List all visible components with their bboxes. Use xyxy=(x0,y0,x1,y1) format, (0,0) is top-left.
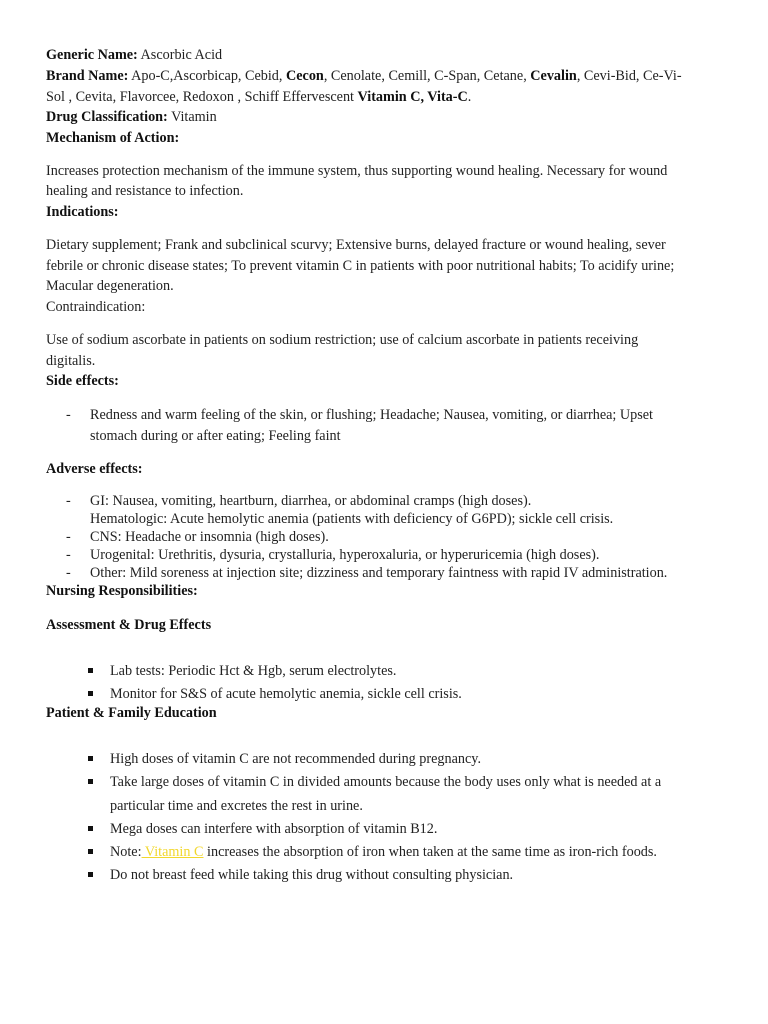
generic-name-line xyxy=(46,45,726,66)
square-bullet-icon xyxy=(88,779,93,784)
square-bullet-icon xyxy=(88,668,93,673)
side-effects-item xyxy=(66,405,718,447)
note-suffix: increases the absorption of iron when taken at the same time as iron-rich foods. xyxy=(203,844,657,860)
dash-bullet-icon: - xyxy=(66,407,71,423)
brand-name-text: , Cenolate, Cemill, C-Span, Cetane, xyxy=(323,68,531,84)
dash-bullet-icon: - xyxy=(66,565,71,581)
side-effects-text: Redness and warm feeling of the skin, or flushing; Headache; Nausea, vomiting, or diarrhea; Upset xyxy=(90,407,654,423)
adverse-effects-text: GI: Nausea, vomiting, heartburn, diarrhea, or abdominal cramps (high doses). xyxy=(90,493,532,509)
indications-heading: Indications: xyxy=(46,204,119,220)
assessment-heading: Assessment & Drug Effects xyxy=(46,617,212,633)
dash-bullet-icon: - xyxy=(66,529,71,545)
nursing-heading: Nursing Responsibilities: xyxy=(46,583,198,599)
brand-name-text: Apo-C,Ascorbicap, Cebid, xyxy=(128,68,286,84)
mechanism-heading: Mechanism of Action: xyxy=(46,130,180,146)
brand-name-text: Sol , Cevita, Flavorcee, Redoxon , Schiff Effervescent xyxy=(46,89,358,105)
indications-text: Macular degeneration. xyxy=(46,278,174,294)
brand-name-text: , Cevi-Bid, Ce-Vi- xyxy=(576,68,682,84)
education-text: Take large doses of vitamin C in divided amounts because the body uses only what is needed at a xyxy=(110,774,662,790)
brand-name-text: . xyxy=(467,89,472,105)
adverse-effects-heading: Adverse effects: xyxy=(46,461,143,477)
drug-classification-label: Drug Classification: xyxy=(46,109,168,125)
brand-name-bold: Vitamin C, Vita-C xyxy=(357,89,468,105)
side-effects-text: stomach during or after eating; Feeling faint xyxy=(90,428,341,444)
brand-name-line xyxy=(46,66,726,87)
mechanism-text: healing and resistance to infection. xyxy=(46,183,244,199)
education-text: particular time and excretes the rest in urine. xyxy=(110,798,363,814)
square-bullet-icon xyxy=(88,826,93,831)
drug-classification-value: Vitamin xyxy=(167,109,217,125)
generic-name-label: Generic Name: xyxy=(46,47,138,63)
education-text: Do not breast feed while taking this drug without consulting physician. xyxy=(110,867,514,883)
dash-bullet-icon: - xyxy=(66,547,71,563)
assessment-text: Monitor for S&S of acute hemolytic anemia, sickle cell crisis. xyxy=(110,686,462,702)
adverse-effects-text: Other: Mild soreness at injection site; dizziness and temporary faintness with rapid IV administration. xyxy=(90,565,668,581)
education-note xyxy=(110,841,718,864)
education-text: High doses of vitamin C are not recommended during pregnancy. xyxy=(110,751,482,767)
adverse-effects-text: CNS: Headache or insomnia (high doses). xyxy=(90,529,329,545)
contraindication-text: digitalis. xyxy=(46,353,96,369)
mechanism-text: Increases protection mechanism of the immune system, thus supporting wound healing. Necessary for wound xyxy=(46,163,668,179)
assessment-text: Lab tests: Periodic Hct & Hgb, serum electrolytes. xyxy=(110,663,397,679)
square-bullet-icon xyxy=(88,849,93,854)
generic-name-value: Ascorbic Acid xyxy=(137,47,223,63)
brand-name-label: Brand Name: xyxy=(46,68,129,84)
adverse-effects-text: Hematologic: Acute hemolytic anemia (patients with deficiency of G6PD); sickle cell crisis. xyxy=(90,511,614,527)
drug-classification-line xyxy=(46,107,726,128)
note-prefix: Note: xyxy=(110,844,142,860)
contraindication-heading: Contraindication: xyxy=(46,299,146,315)
indications-text: febrile or chronic disease states; To prevent vitamin C in patients with poor nutritional habits; To acidify urine; xyxy=(46,258,675,274)
brand-name-line-2 xyxy=(46,87,726,108)
vitamin-c-link[interactable]: Vitamin C xyxy=(141,844,204,860)
education-text: Mega doses can interfere with absorption of vitamin B12. xyxy=(110,821,438,837)
brand-name-bold: Cevalin xyxy=(530,68,577,84)
education-heading: Patient & Family Education xyxy=(46,705,217,721)
indications-text: Dietary supplement; Frank and subclinical scurvy; Extensive burns, delayed fracture or wound healing, sever xyxy=(46,237,666,253)
square-bullet-icon xyxy=(88,872,93,877)
square-bullet-icon xyxy=(88,691,93,696)
contraindication-text: Use of sodium ascorbate in patients on sodium restriction; use of calcium ascorbate in patients receiving xyxy=(46,332,639,348)
adverse-effects-text: Urogenital: Urethritis, dysuria, crystalluria, hyperoxaluria, or hyperuricemia (high doses). xyxy=(90,547,600,563)
square-bullet-icon xyxy=(88,756,93,761)
side-effects-heading: Side effects: xyxy=(46,373,119,389)
brand-name-bold: Cecon xyxy=(286,68,324,84)
dash-bullet-icon: - xyxy=(66,493,71,509)
